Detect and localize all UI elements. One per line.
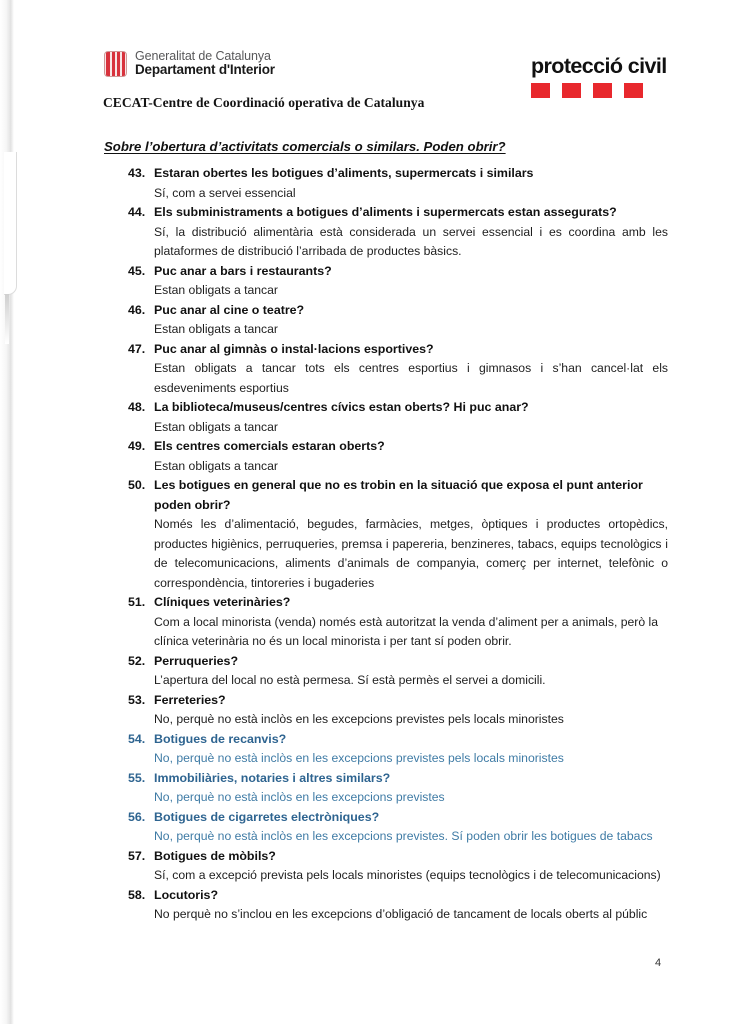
faq-question-row [128, 886, 668, 906]
faq-question-text: Clíniques veterinàries? [154, 595, 291, 609]
faq-item [0, 730, 736, 769]
faq-item-number: 55. [128, 770, 146, 785]
faq-item [0, 437, 736, 476]
generalitat-line2: Departament d'Interior [135, 62, 275, 78]
catalan-flag-icon [104, 51, 127, 77]
faq-list [0, 164, 736, 925]
faq-answer-text: L’apertura del local no està permesa. Sí està permès el servei a domicili. [154, 673, 546, 687]
faq-question-text: Immobiliàries, notaries i altres similars? [154, 770, 391, 785]
faq-question-row [128, 808, 668, 828]
proteccio-civil-square [562, 83, 581, 98]
faq-question-row [128, 652, 668, 672]
faq-answer-text: No perquè no s’inclou en les excepcions d’obligació de tancament de locals oberts al públic [154, 907, 648, 921]
faq-question-row [128, 340, 668, 360]
faq-item [0, 652, 736, 691]
faq-answer-text: No, perquè no està inclòs en les excepcions previstes pels locals minoristes [154, 751, 564, 765]
cecat-subtitle: CECAT-Centre de Coordinació operativa de Catalunya [103, 95, 425, 110]
faq-item-number: 52. [128, 653, 146, 668]
faq-question-row [128, 437, 668, 457]
faq-item [0, 593, 736, 652]
faq-item [0, 847, 736, 886]
faq-item-number: 53. [128, 692, 146, 707]
proteccio-civil-wordmark: protecció civil [531, 54, 667, 78]
faq-question-row [128, 593, 668, 613]
faq-question-text: Puc anar al gimnàs o instal·lacions esportives? [154, 341, 434, 356]
proteccio-civil-square [531, 83, 550, 98]
generalitat-logo [104, 50, 275, 77]
faq-item-number: 56. [128, 809, 146, 824]
faq-question-text: Puc anar a bars i restaurants? [154, 263, 332, 278]
proteccio-civil-square [624, 83, 643, 98]
faq-question-text: Ferreteries? [154, 692, 226, 707]
faq-question-text: Les botigues en general que no es trobin en la situació que exposa el punt anterior poden obrir? [154, 478, 643, 512]
faq-item [0, 262, 736, 301]
faq-answer-text: Estan obligats a tancar [154, 419, 278, 434]
faq-question-row [128, 398, 668, 418]
faq-question-text: La biblioteca/museus/centres cívics estan oberts? Hi puc anar? [154, 400, 529, 414]
faq-item [0, 164, 736, 203]
faq-question-row [128, 769, 668, 789]
faq-question-row [128, 164, 668, 184]
faq-question-row [128, 847, 668, 867]
generalitat-line1: Generalitat de Catalunya [135, 49, 271, 63]
generalitat-logo-text [135, 50, 275, 77]
faq-item-number: 49. [128, 439, 146, 453]
faq-question-row [128, 203, 668, 223]
faq-item-number: 47. [128, 341, 146, 356]
faq-question-text: Botigues de recanvis? [154, 731, 287, 746]
faq-answer-text: Estan obligats a tancar [154, 322, 278, 336]
faq-question-text: Els centres comercials estaran oberts? [154, 439, 385, 453]
document-body [0, 130, 736, 925]
faq-item [0, 886, 736, 925]
proteccio-civil-square [593, 83, 612, 98]
faq-answer-text: Estan obligats a tancar [154, 283, 278, 297]
faq-answer-text: Només les d’alimentació, begudes, farmàcies, metges, òptiques i productes ortopèdics, productes higiènics, perruqueries, premsa i papereria, benzineres, tabacs, equips tecnològics i de telecomunicacions, aliments d’animals de companyia, comerç per internet, telefònic o correspondència, tintoreries i bugaderies [154, 517, 668, 590]
faq-answer-text: No, perquè no està inclòs en les excepcions previstes pels locals minoristes [154, 712, 564, 726]
faq-question-row [128, 262, 668, 282]
faq-item-number: 58. [128, 887, 146, 902]
faq-question-row [128, 691, 668, 711]
faq-item-number: 43. [128, 166, 146, 180]
faq-item [0, 203, 736, 262]
faq-answer-text: Sí, la distribució alimentària està considerada un servei essencial i es coordina amb les plataformes de distribució l’arribada de productes bàsics. [154, 224, 668, 258]
section-heading: Sobre l’obertura d’activitats comercials o similars. Poden obrir? [104, 139, 506, 154]
faq-answer-text: Com a local minorista (venda) només està autoritzat la venda d’aliment per a animals, però la clínica veterinària no és un local minorista i per tant sí poden obrir. [154, 614, 658, 648]
faq-question-text: Puc anar al cine o teatre? [154, 302, 305, 317]
faq-question-row [128, 476, 668, 515]
faq-item-number: 46. [128, 302, 146, 317]
faq-item-number: 50. [128, 478, 146, 492]
faq-item-number: 44. [128, 205, 146, 219]
faq-answer-text: Estan obligats a tancar tots els centres esportius i gimnasos i s’han cancel·lat els esdeveniments esportius [154, 361, 668, 395]
faq-question-text: Estaran obertes les botigues d’aliments, supermercats i similars [154, 166, 534, 180]
faq-answer-text: Sí, com a servei essencial [154, 185, 296, 200]
faq-question-text: Botigues de mòbils? [154, 848, 276, 863]
faq-question-text: Locutoris? [154, 887, 219, 902]
faq-question-text: Botigues de cigarretes electròniques? [154, 809, 380, 824]
faq-item-number: 48. [128, 400, 146, 414]
faq-answer-text: Sí, com a excepció prevista pels locals minoristes (equips tecnològics i de telecomunicacions) [154, 868, 661, 882]
faq-question-row [128, 730, 668, 750]
faq-item [0, 769, 736, 808]
faq-item [0, 808, 736, 847]
faq-item [0, 691, 736, 730]
proteccio-civil-squares [531, 83, 683, 98]
faq-question-row [128, 301, 668, 321]
document-header [0, 0, 736, 130]
page-number: 4 [655, 957, 662, 969]
faq-item-number: 57. [128, 848, 146, 863]
faq-item [0, 398, 736, 437]
faq-item [0, 340, 736, 399]
faq-item-number: 54. [128, 731, 146, 746]
faq-answer-text: No, perquè no està inclòs en les excepcions previstes. Sí poden obrir les botigues de tabacs [154, 829, 653, 843]
faq-answer-text: No, perquè no està inclòs en les excepcions previstes [154, 790, 445, 804]
faq-answer-text: Estan obligats a tancar [154, 458, 278, 473]
proteccio-civil-logo [531, 56, 683, 98]
faq-item-number: 51. [128, 595, 146, 609]
faq-item [0, 301, 736, 340]
faq-question-text: Perruqueries? [154, 653, 239, 668]
faq-question-text: Els subministraments a botigues d’aliments i supermercats estan assegurats? [154, 205, 617, 219]
faq-item [0, 476, 736, 593]
faq-item-number: 45. [128, 263, 146, 278]
